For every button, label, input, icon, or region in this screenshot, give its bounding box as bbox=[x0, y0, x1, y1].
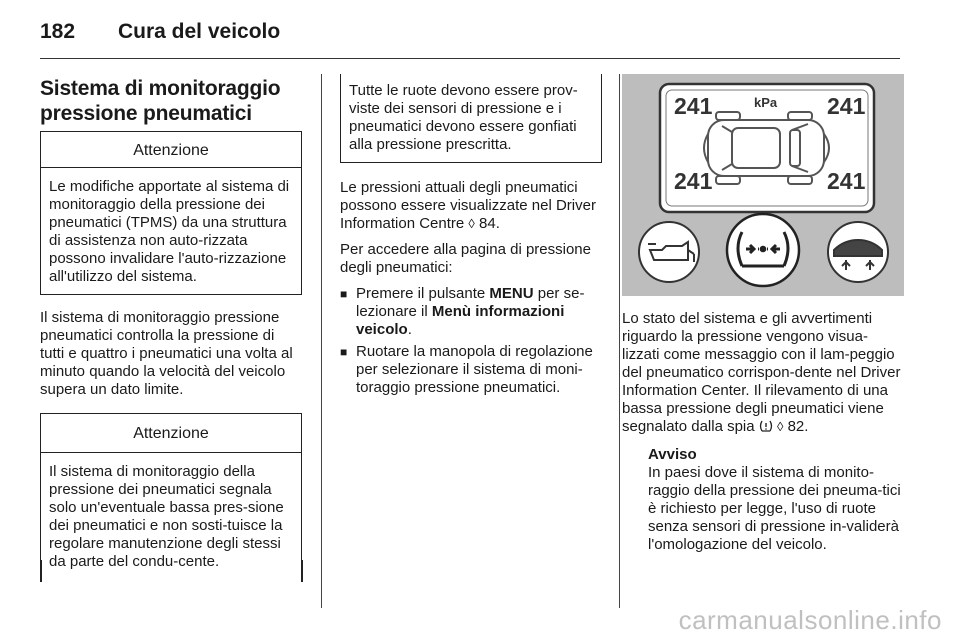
vehicle-info-menu-label: Menù informazioni veicolo bbox=[356, 303, 565, 338]
page-ref-number[interactable]: 82. bbox=[787, 418, 809, 435]
pressure-rear-left: 241 bbox=[674, 168, 713, 194]
column-2 bbox=[340, 74, 602, 405]
list-item bbox=[340, 343, 602, 397]
notice-text: In paesi dove il sistema di monito-raggio della pressione dei pneuma-tici è richiesto per legge, l'uso di ruote senza sensori di pressione in-validerà l'omologazione del veicolo. bbox=[648, 464, 901, 553]
bullet-1-text-mid: per se-lezionare il bbox=[356, 285, 585, 320]
page-ref-icon: ◊ bbox=[776, 419, 784, 434]
list-item bbox=[340, 285, 602, 339]
column-separator-1 bbox=[321, 74, 322, 608]
warning-box-2-side-right bbox=[301, 560, 303, 582]
tpms-warning-light-icon bbox=[759, 419, 773, 431]
column-separator-2 bbox=[619, 74, 620, 608]
chapter-title: Cura del veicolo bbox=[118, 20, 281, 43]
pressure-unit-label: kPa bbox=[754, 95, 778, 110]
page-ref-icon: ◊ bbox=[468, 216, 475, 231]
warning-box-1-text: Le modifiche apportate al sistema di monitoraggio della pressione dei pneumatici (TPMS) da una struttura di assistenza non auto-rizzata possono invalidare l'auto-rizzazione all'utilizzo del sistema. bbox=[49, 178, 290, 285]
current-pressure-paragraph bbox=[340, 179, 602, 233]
notice-title: Avviso bbox=[648, 446, 697, 463]
tpms-display-illustration bbox=[622, 74, 904, 296]
status-paragraph bbox=[622, 310, 904, 436]
header-rule bbox=[40, 58, 900, 59]
section-title-line-2: pressione pneumatici bbox=[40, 102, 252, 125]
current-pressure-text: Le pressioni attuali degli pneumatici possono essere visualizzate nel Driver Information Centre bbox=[340, 179, 596, 232]
menu-button-label: MENU bbox=[489, 285, 534, 302]
notice-block bbox=[622, 446, 904, 554]
bullet-icon: ■ bbox=[340, 345, 348, 359]
pressure-front-left: 241 bbox=[674, 93, 713, 119]
warning-box-2-title: Attenzione bbox=[41, 414, 301, 453]
column-3 bbox=[622, 74, 904, 554]
warning-box-1 bbox=[40, 131, 302, 295]
access-paragraph: Per accedere alla pagina di pressione degli pneumatici: bbox=[340, 241, 591, 276]
requirement-box bbox=[340, 74, 602, 163]
instruction-list bbox=[340, 285, 602, 397]
status-text: Lo stato del sistema e gli avvertimenti riguardo la pressione vengono visua-lizzati come messaggio con il lam-peggio del pneumatico corrispon-dente nel Driver Information Center. Il rilevamento di una bassa pressione degli pneumatici viene segnalato dalla spia bbox=[622, 310, 901, 435]
tpms-display-figure bbox=[622, 74, 904, 296]
warning-box-2-text: Il sistema di monitoraggio della pressione dei pneumatici segnala solo un'eventuale bassa pres-sione dei pneumatici e non sosti-tuisce la regolare manutenzione degli stessi da parte del condu-cente. bbox=[49, 463, 284, 570]
bullet-2-text: Ruotare la manopola di regolazione per selezionare il sistema di moni-toraggio pressione pneumatici. bbox=[356, 343, 593, 396]
warning-box-2 bbox=[40, 413, 302, 577]
bullet-icon: ■ bbox=[340, 287, 348, 301]
column-1 bbox=[40, 76, 302, 587]
oil-level-icon bbox=[639, 222, 699, 282]
watermark: carmanualsonline.info bbox=[678, 605, 942, 635]
warning-box-2-side-left bbox=[40, 560, 42, 582]
tire-pressure-warning-icon bbox=[727, 214, 799, 286]
section-title-line-1: Sistema di monitoraggio bbox=[40, 77, 281, 100]
bullet-1-text-start: Premere il pulsante bbox=[356, 285, 486, 302]
section-title bbox=[40, 76, 302, 126]
warning-box-1-title: Attenzione bbox=[41, 132, 301, 168]
vehicle-lift-icon bbox=[828, 222, 888, 282]
bullet-1-text-end: . bbox=[407, 321, 412, 338]
page-number: 182 bbox=[40, 20, 76, 43]
pressure-front-right: 241 bbox=[827, 93, 866, 119]
page-ref-number[interactable]: 84. bbox=[479, 215, 500, 232]
requirement-box-text: Tutte le ruote devono essere prov-viste dei sensori di pressione e i pneumatici devono essere gonfiati alla pressione prescritta. bbox=[349, 82, 578, 153]
pressure-rear-right: 241 bbox=[827, 168, 866, 194]
intro-paragraph: Il sistema di monitoraggio pressione pneumatici controlla la pressione di tutti e quattro i pneumatici una volta al minuto quando la velocità del veicolo supera un dato limite. bbox=[40, 309, 293, 398]
